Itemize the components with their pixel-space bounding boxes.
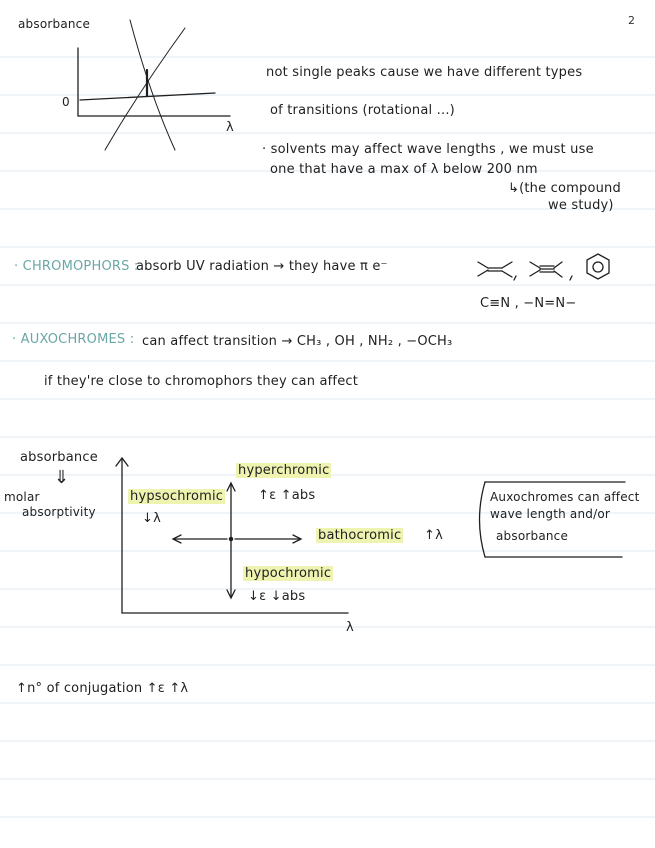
conjugation-note: ↑n° of conjugation ↑ε ↑λ: [16, 681, 189, 696]
graph2-x-label: λ: [346, 620, 354, 635]
page-number: 2: [628, 14, 635, 27]
graph1-y-label: absorbance: [18, 17, 91, 31]
chromophors-text: absorb UV radiation → they have π e⁻: [136, 259, 388, 274]
box-note-line-1: Auxochromes can affect: [490, 490, 640, 504]
hypochromic-note: ↓ε ↓abs: [248, 589, 306, 604]
auxochromes-text: can affect transition → CH₃ , OH , NH₂ , −OCH₃: [142, 334, 453, 349]
hypsochromic-note: ↓λ: [142, 511, 161, 526]
auxochromes-line-2: if they're close to chromophors they can affect: [44, 374, 359, 389]
chromophors-label: · CHROMOPHORS :: [14, 259, 139, 274]
graph2-y-label-3: absorptivity: [22, 505, 96, 519]
graph2-y-arrow: ⇓: [54, 467, 70, 488]
hypsochromic-label: hypsochromic: [130, 489, 224, 504]
chromophor-groups: C≡N , −N=N−: [480, 296, 577, 311]
bathocromic-label: bathocromic: [318, 528, 402, 543]
hyperchromic-label: hyperchromic: [238, 463, 330, 478]
graph2-y-label: absorbance: [20, 450, 98, 465]
note-line-5: ↳(the compound: [508, 181, 621, 196]
note-line-2: of transitions (rotational ...): [270, 103, 455, 118]
hypochromic-label: hypochromic: [245, 566, 332, 581]
note-line-1: not single peaks cause we have different types: [266, 65, 583, 80]
auxochromes-label: · AUXOCHROMES :: [12, 332, 135, 347]
box-note-line-3: absorbance: [496, 529, 569, 543]
hyperchromic-note: ↑ε ↑abs: [258, 488, 316, 503]
box-note-line-2: wave length and/or: [490, 507, 611, 521]
graph1-zero-label: 0: [62, 95, 70, 109]
graph2-y-label-2: molar: [4, 490, 40, 504]
note-line-4: one that have a max of λ below 200 nm: [270, 162, 538, 177]
note-line-6: we study): [548, 198, 614, 213]
bathocromic-note: ↑λ: [424, 528, 443, 543]
note-line-3: · solvents may affect wave lengths , we must use: [262, 142, 594, 157]
graph1-x-label: λ: [226, 120, 234, 135]
